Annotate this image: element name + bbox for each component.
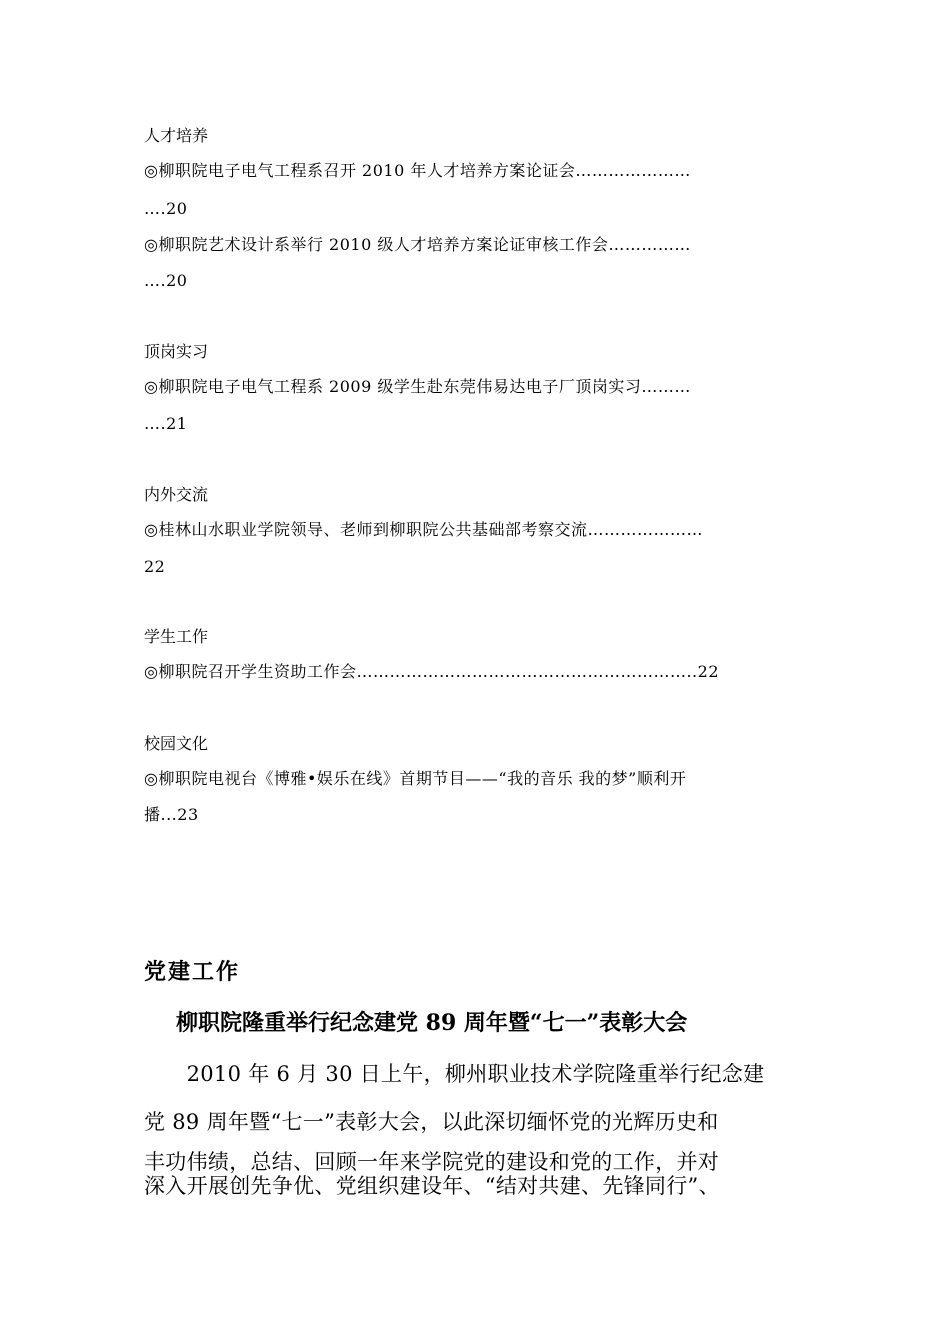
toc-entry-page: ….21 — [144, 414, 188, 433]
toc-entry-text[interactable]: ◎柳职院电子电气工程系召开 2010 年人才培养方案论证会………………… — [144, 161, 691, 180]
toc-section-heading: 内外交流 — [144, 485, 209, 504]
article-body-line: 深入开展创先争优、党组织建设年、“结对共建、先锋同行”、 — [144, 1174, 720, 1198]
part-title: 党建工作 — [144, 959, 241, 985]
toc-entry-page: ….20 — [144, 199, 188, 218]
toc-entry-text[interactable]: ◎柳职院电视台《博雅•娱乐在线》首期节目——“我的音乐 我的梦”顺利开 — [144, 769, 687, 788]
toc-entry-text[interactable]: ◎柳职院艺术设计系举行 2010 级人才培养方案论证审核工作会…………… — [144, 235, 691, 254]
toc-entry-page: 播...23 — [144, 805, 199, 824]
toc-section-heading: 顶岗实习 — [144, 342, 209, 361]
toc-entry-text[interactable]: ◎柳职院召开学生资助工作会……………………………………………………..22 — [144, 662, 719, 681]
toc-entry-text[interactable]: ◎桂林山水职业学院领导、老师到柳职院公共基础部考察交流………………… — [144, 520, 703, 539]
article-body-line: 党 89 周年暨“七一”表彰大会，以此深切缅怀党的光辉历史和 — [144, 1110, 719, 1134]
toc-entry-page: ….20 — [144, 271, 188, 290]
toc-section-heading: 人才培养 — [144, 126, 209, 145]
toc-entry-text[interactable]: ◎柳职院电子电气工程系 2009 级学生赴东莞伟易达电子厂顶岗实习……… — [144, 377, 691, 396]
article-body-line: 丰功伟绩，总结、回顾一年来学院党的建设和党的工作，并对 — [144, 1150, 720, 1174]
article-title: 柳职院隆重举行纪念建党 89 周年暨“七一”表彰大会 — [176, 1010, 688, 1036]
article-body-line: 2010 年 6 月 30 日上午，柳州职业技术学院隆重举行纪念建 — [144, 1062, 765, 1086]
toc-section-heading: 校园文化 — [144, 734, 209, 753]
toc-entry-page: 22 — [144, 557, 166, 576]
toc-section-heading: 学生工作 — [144, 627, 209, 646]
